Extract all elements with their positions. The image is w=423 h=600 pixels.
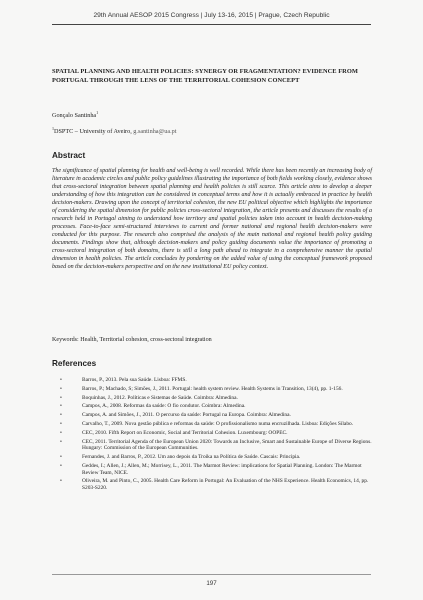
reference-item: • Barros, P.; Machado, S; Simões, J., 2011. Portugal: health system review. Health Systems in Transition, 13(4), pp. 1-156. xyxy=(60,386,372,393)
reference-item: • CEC, 2010. Fifth Report on Economic, Social and Territorial Cohesion. Luxembourg: OOPEC. xyxy=(60,430,372,437)
abstract-text: The significance of spatial planning for health and well-being is well recorded. While there has been recently an increasing body of literature in academic circles and public policy guidelines illustrating the importance of both fields working closely, evidence shows that cross-sectoral integration between spatial planning and health policies is still scarce. This article aims to develop a deeper understanding of how this integration can be considered in conceptual terms and how it is actually embraced in practice by health decision-makers. Drawing upon the concept of territorial cohesion, the new EU political objective which highlights the importance of considering the spatial dimension for public policies cross-sectoral integration, the article presents and discusses the results of a research held in Portugal aiming to understand how territory and spatial policies taken into account in health decision-making processes. Face-to-face semi-structured interviews to current and former national and regional health decision-makers were conducted for this purpose. The research also comprised the analysis of the main national and regional health policy guiding documents. Findings show that, although decision-makers and policy guiding documents value the importance of promoting a cross-sectoral integration of both domains, there is still a long path ahead to integrate in a comprehensive manner the spatial dimension in health policies. The article concludes by pondering on the added value of using the conceptual framework proposed based on the decision-makers perspective and on the new institutional EU policy context. xyxy=(52,168,372,270)
abstract-heading: Abstract xyxy=(52,151,86,160)
reference-item: • Oliveira, M. and Pinto, C., 2005. Health Care Reform in Portugal: An Evaluation of the NHS Experience. Health Economics, 14, pp. S203-S220. xyxy=(60,478,372,492)
author-email: g.santinha@ua.pt xyxy=(133,128,177,136)
reference-item: • Fernandes, J. and Barros, P., 2012. Um ano depois da Troika na Política de Saúde. Cascais: Principia. xyxy=(60,454,372,461)
references-list xyxy=(60,377,372,494)
reference-item: • Barros, P., 2013. Pela sua Saúde. Lisboa: FFMS. xyxy=(60,377,372,384)
references-heading: References xyxy=(52,359,97,368)
reference-item: • Carvalho, T., 2009. Nova gestão pública e reformas da saúde: O profissionalismo numa encruzilhada. Lisboa: Edições Sílabo. xyxy=(60,421,372,428)
author-name: Gonçalo Santinha xyxy=(52,112,97,120)
page-number: 197 xyxy=(206,580,217,587)
reference-item: • Geddes, I.; Allen, J.; Allen, M.; Morrisey, L., 2011. The Marmot Review: implications for Spatial Planning. London: The Marmot Review Team, NICE. xyxy=(60,463,372,477)
paper-title: SPATIAL PLANNING AND HEALTH POLICIES: SYNERGY OR FRAGMENTATION? EVIDENCE FROM PORTUGAL THROUGH THE LENS OF THE TERRITORIAL COHESION CONCEPT xyxy=(52,68,358,84)
reference-item: • Campos, A., 2008. Reformas da saúde: O fio condutor. Coimbra: Almedina. xyxy=(60,403,372,410)
affiliation-superscript: 1 xyxy=(52,126,54,131)
author-superscript: 1 xyxy=(96,110,99,115)
affiliation-text: DSPTC – University of Aveiro, xyxy=(54,128,132,136)
reference-item: • Campos, A. and Simões, J., 2011. O percurso da saúde: Portugal na Europa. Coimbra: Almedina. xyxy=(60,412,372,419)
author-line xyxy=(52,110,98,119)
affiliation-line xyxy=(52,126,176,135)
footer-divider xyxy=(52,574,371,575)
reference-item: • CEC, 2011. Territorial Agenda of the European Union 2020: Towards an Inclusive, Smart and Sustainable Europe of Diverse Regions. Hungary: Commission of the European Communities. xyxy=(60,439,372,453)
running-header: 29th Annual AESOP 2015 Congress | July 13-16, 2015 | Prague, Czech Republic xyxy=(93,12,330,19)
header-divider xyxy=(52,24,371,25)
reference-item: • Boquinhas, J., 2012. Políticas e Sistemas de Saúde. Coimbra: Almedina. xyxy=(60,395,372,402)
keywords-line: Keywords: Health, Territorial cohesion, cross-sectoral integration xyxy=(52,337,212,343)
